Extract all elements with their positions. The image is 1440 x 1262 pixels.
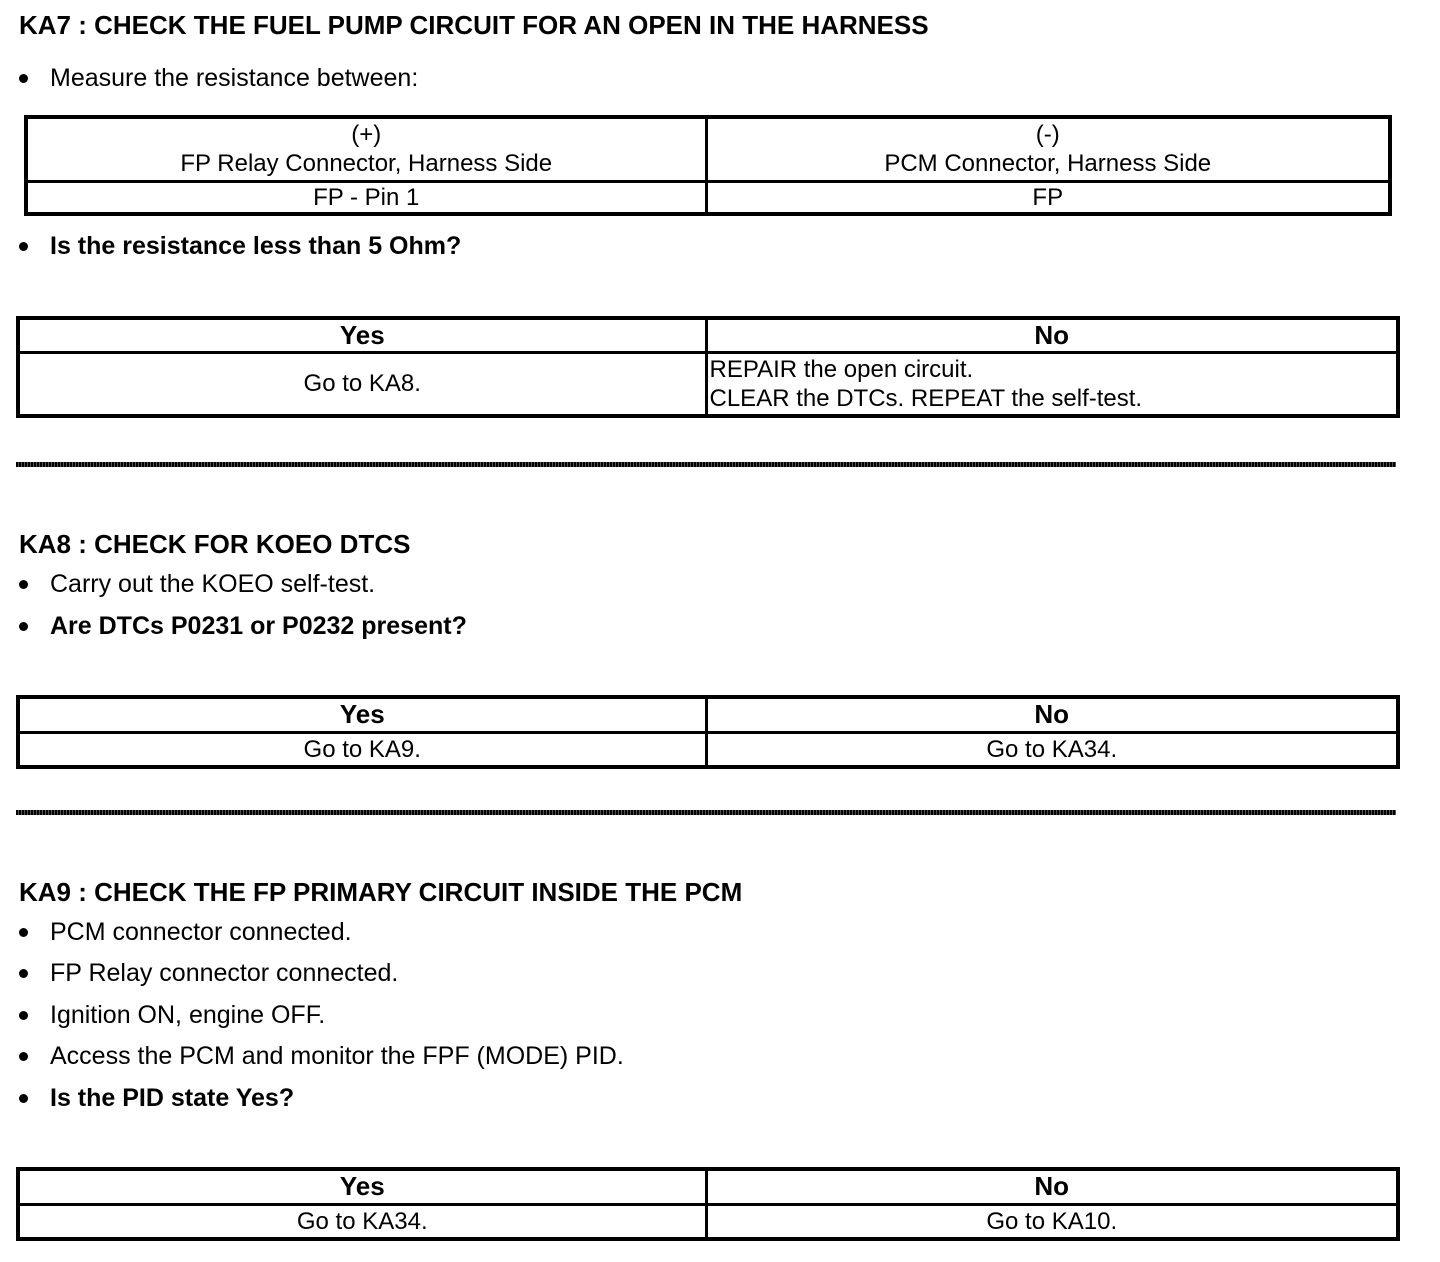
ka9-question-text: Is the PID state Yes? xyxy=(50,1084,295,1112)
bullet-icon xyxy=(19,622,28,631)
ka7-measure-col2-value: FP xyxy=(706,181,1390,214)
ka8-question-text: Are DTCs P0231 or P0232 present? xyxy=(50,612,467,640)
ka7-no-header: No xyxy=(706,318,1398,352)
ka7-measure-col2-header xyxy=(706,117,1390,181)
ka7-result-table xyxy=(16,316,1400,418)
ka7-title: KA7 : CHECK THE FUEL PUMP CIRCUIT FOR AN OPEN IN THE HARNESS xyxy=(19,10,929,40)
ka7-no-action xyxy=(706,352,1398,416)
ka7-yes-header: Yes xyxy=(18,318,706,352)
ka8-step-selftest-text: Carry out the KOEO self-test. xyxy=(50,570,376,598)
ka7-measure-col1-value: FP - Pin 1 xyxy=(26,181,706,214)
ka9-step-1-text: PCM connector connected. xyxy=(50,918,352,946)
ka9-title: KA9 : CHECK THE FP PRIMARY CIRCUIT INSIDE THE PCM xyxy=(19,877,743,907)
ka9-step-3 xyxy=(19,1001,325,1030)
ka8-yes-header: Yes xyxy=(18,697,706,732)
bullet-icon xyxy=(19,242,28,251)
ka7-no-action-line1: REPAIR the open circuit. xyxy=(709,355,974,383)
bullet-icon xyxy=(19,74,28,83)
ka7-measure-table xyxy=(24,115,1392,216)
ka7-question xyxy=(19,232,461,261)
ka7-step-measure-text: Measure the resistance between: xyxy=(50,64,419,92)
ka9-step-1 xyxy=(19,918,352,947)
ka8-question xyxy=(19,612,467,641)
ka8-yes-action: Go to KA9. xyxy=(18,732,706,767)
ka9-no-action: Go to KA10. xyxy=(706,1204,1398,1239)
ka9-step-2 xyxy=(19,959,398,988)
ka9-step-3-text: Ignition ON, engine OFF. xyxy=(50,1001,326,1029)
bullet-icon xyxy=(19,969,28,978)
ka9-yes-header: Yes xyxy=(18,1169,706,1204)
ka8-result-table xyxy=(16,695,1400,769)
bullet-icon xyxy=(19,580,28,589)
ka9-step-4-text: Access the PCM and monitor the FPF (MODE) PID. xyxy=(50,1042,624,1070)
ka9-step-4 xyxy=(19,1042,624,1071)
ka7-yes-action: Go to KA8. xyxy=(18,352,706,416)
ka7-no-action-line2: CLEAR the DTCs. REPEAT the self-test. xyxy=(709,384,1143,412)
ka9-result-table xyxy=(16,1167,1400,1241)
bullet-icon xyxy=(19,1011,28,1020)
ka8-title: KA8 : CHECK FOR KOEO DTCS xyxy=(19,529,411,559)
bullet-icon xyxy=(19,1052,28,1061)
ka8-no-header: No xyxy=(706,697,1398,732)
bullet-icon xyxy=(19,928,28,937)
ka8-step-selftest xyxy=(19,570,375,599)
ka9-step-2-text: FP Relay connector connected. xyxy=(50,959,399,987)
ka9-yes-action: Go to KA34. xyxy=(18,1204,706,1239)
ka7-measure-col2-sign: (-) xyxy=(1035,121,1060,149)
ka7-question-text: Is the resistance less than 5 Ohm? xyxy=(50,232,462,260)
ka7-measure-col2-label: PCM Connector, Harness Side xyxy=(884,150,1212,178)
ka7-step-measure xyxy=(19,64,418,93)
ka7-measure-col1-label: FP Relay Connector, Harness Side xyxy=(180,150,553,178)
section-divider xyxy=(16,462,1396,467)
ka9-question xyxy=(19,1084,294,1113)
ka7-measure-col1-header xyxy=(26,117,706,181)
ka8-no-action: Go to KA34. xyxy=(706,732,1398,767)
ka7-measure-col1-sign: (+) xyxy=(351,121,382,149)
ka9-no-header: No xyxy=(706,1169,1398,1204)
bullet-icon xyxy=(19,1094,28,1103)
section-divider xyxy=(16,810,1396,815)
